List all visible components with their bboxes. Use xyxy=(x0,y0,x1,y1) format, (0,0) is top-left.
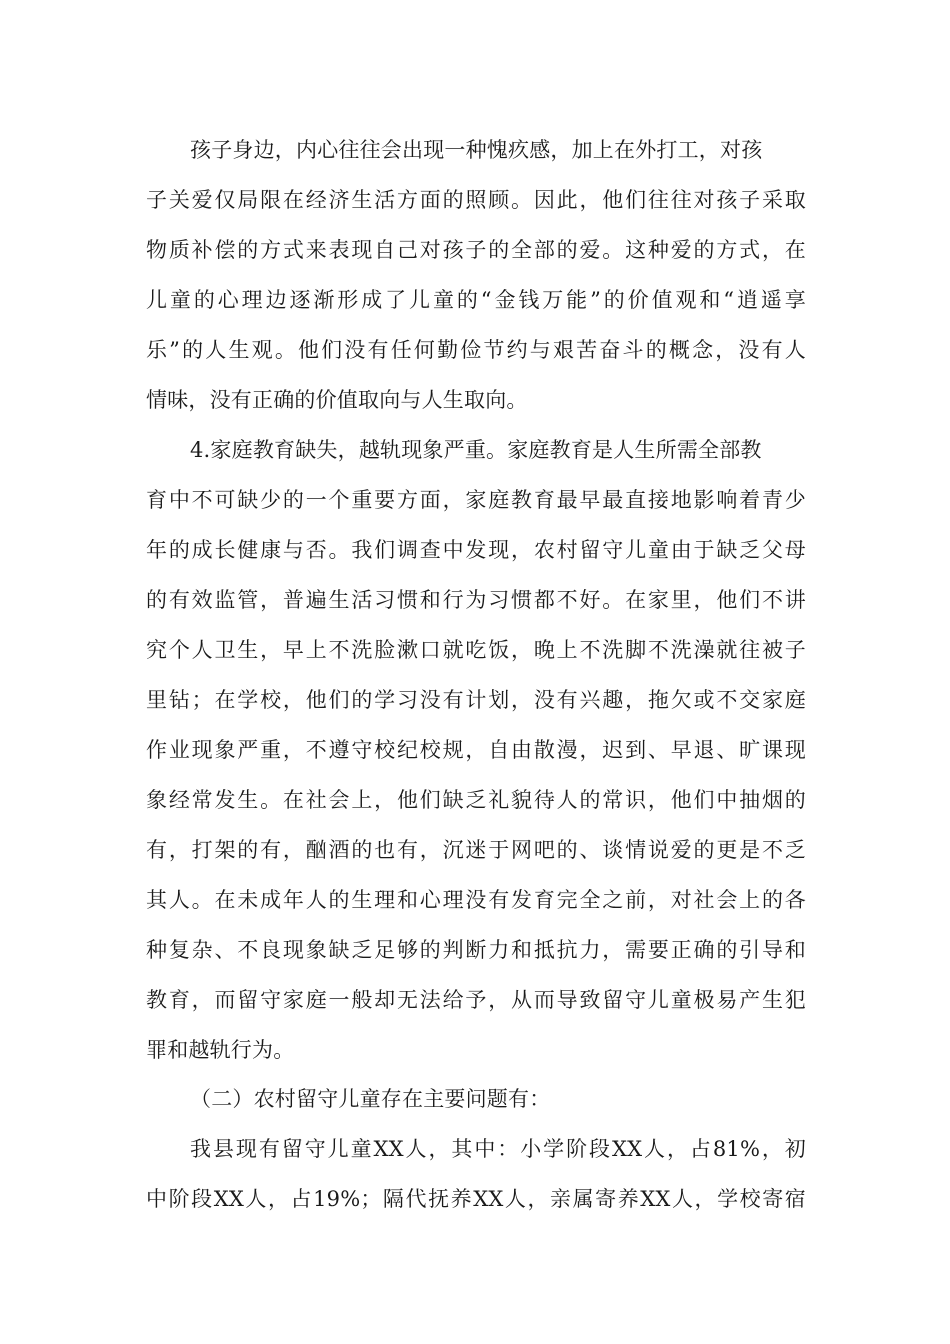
paragraph-line: 我县现有留守儿童XX人，其中：小学阶段XX人，占81%，初 xyxy=(190,1137,806,1161)
paragraph-line: 物质补偿的方式来表现自己对孩子的全部的爱。这种爱的方式，在 xyxy=(146,238,806,262)
paragraph-line: 的有效监管，普遍生活习惯和行为习惯都不好。在家里，他们不讲 xyxy=(146,588,806,612)
paragraph-line: 作业现象严重，不遵守校纪校规，自由散漫，迟到、早退、旷课现 xyxy=(146,738,806,762)
section-heading-2: （二）农村留守儿童存在主要问题有： xyxy=(190,1087,551,1111)
paragraph-line: 象经常发生。在社会上，他们缺乏礼貌待人的常识，他们中抽烟的 xyxy=(146,788,806,812)
paragraph-line: 儿童的心理边逐渐形成了儿童的“金钱万能”的价值观和“逍遥享 xyxy=(146,288,806,312)
paragraph-line: 里钻；在学校，他们的学习没有计划，没有兴趣，拖欠或不交家庭 xyxy=(146,688,806,712)
paragraph-line: 有，打架的有，酗酒的也有，沉迷于网吧的、谈情说爱的更是不乏 xyxy=(146,838,806,862)
paragraph-line: 情味，没有正确的价值取向与人生取向。 xyxy=(146,388,528,412)
paragraph-line: 罪和越轨行为。 xyxy=(146,1038,295,1062)
paragraph-line: 中阶段XX人，占19%；隔代抚养XX人，亲属寄养XX人，学校寄宿 xyxy=(146,1187,806,1211)
paragraph-line: 年的成长健康与否。我们调查中发现，农村留守儿童由于缺乏父母 xyxy=(146,538,806,562)
paragraph-line: 子关爱仅局限在经济生活方面的照顾。因此，他们往往对孩子采取 xyxy=(146,188,806,212)
section-item-4: 4.家庭教育缺失，越轨现象严重。家庭教育是人生所需全部教 xyxy=(190,438,762,462)
paragraph-line: 育中不可缺少的一个重要方面，家庭教育最早最直接地影响着青少 xyxy=(146,488,806,512)
paragraph-line: 教育，而留守家庭一般却无法给予，从而导致留守儿童极易产生犯 xyxy=(146,988,806,1012)
paragraph-line: 究个人卫生，早上不洗脸漱口就吃饭，晚上不洗脚不洗澡就往被子 xyxy=(146,638,806,662)
paragraph-line: 种复杂、不良现象缺乏足够的判断力和抵抗力，需要正确的引导和 xyxy=(146,938,806,962)
paragraph-line: 孩子身边，内心往往会出现一种愧疚感，加上在外打工，对孩 xyxy=(190,138,763,162)
paragraph-line: 其人。在未成年人的生理和心理没有发育完全之前，对社会上的各 xyxy=(146,888,806,912)
paragraph-line: 乐”的人生观。他们没有任何勤俭节约与艰苦奋斗的概念，没有人 xyxy=(146,338,806,362)
